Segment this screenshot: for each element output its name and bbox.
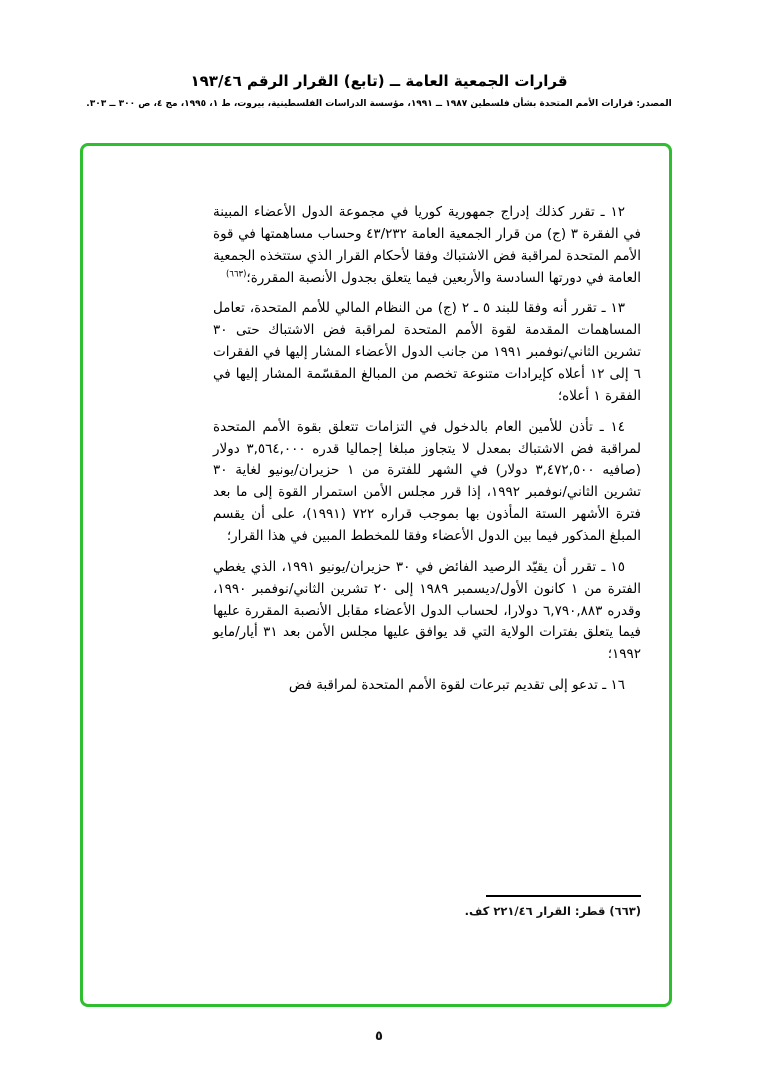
content-frame (80, 143, 672, 1007)
footnote-ref-663: (٦٦٣) (226, 269, 247, 280)
page-header (0, 72, 758, 109)
resolution-text (213, 202, 641, 706)
page-title: قرارات الجمعية العامة ــ (تابع) القرار الرقم ١٩٣/٤٦ (190, 72, 568, 90)
resolution-paragraph-14: ١٤ ـ تأذن للأمين العام بالدخول في التزامات تتعلق بقوة الأمم المتحدة لمراقبة فض الاشتباك بمعدل لا يتجاوز مبلغا إجماليا قدره ٣,٥٦٤,٠٠٠ دولار (صافيه ٣,٤٧٢,٥٠٠ دولار) في الشهر للفترة من ١ حزيران/يونيو لغاية ٣٠ تشرين الثاني/نوفمبر ١٩٩٢، إذا قرر مجلس الأمن استمرار القوة إلى ما بعد فترة الأشهر الستة المأذون بها بموجب قراره ٧٢٢ (١٩٩١)، على أن يقسم المبلغ المذكور فيما بين الدول الأعضاء وفقا للمخطط المبين في هذا القرار؛ (213, 418, 642, 545)
footnote-area (213, 895, 641, 918)
paragraph-text: ١٢ ـ تقرر كذلك إدراج جمهورية كوريا في مجموعة الدول الأعضاء المبينة في الفقرة ٣ (ج) من قرار الجمعية العامة ٤٣/٢٣٢ وحساب مساهمتها في قوة الأمم المتحدة لمراقبة فض الاشتباك وفقا لأحكام القرار الذي ستتخذه الجمعية العامة في دورتها السادسة والأربعين فيما يتعلق بجدول الأنصبة المقررة؛ (213, 204, 641, 286)
resolution-paragraph-13: ١٣ ـ تقرر أنه وفقا للبند ٥ ـ ٢ (ج) من النظام المالي للأمم المتحدة، تعامل المساهمات المقدمة لقوة الأمم المتحدة لمراقبة فض الاشتباك حتى ٣٠ تشرين الثاني/نوفمبر ١٩٩١ من جانب الدول الأعضاء المشار إليها في الفقرات ٦ إلى ١٢ أعلاه كإيرادات متنوعة تخصم من المبالغ المقسّمة المشار إليها في الفقرة ١ أعلاه؛ (213, 300, 642, 404)
footnote: (٦٦٣) قطر: القرار ٢٢١/٤٦ كف. (464, 904, 641, 918)
source-line: المصدر: قرارات الأمم المتحدة بشأن فلسطين ١٩٨٧ ــ ١٩٩١، مؤسسة الدراسات الفلسطينية، بيروت، ط ١، ١٩٩٥، مج ٤، ص ٣٠٠ ــ ٣٠٣. (86, 99, 672, 109)
resolution-paragraph-16: ١٦ ـ تدعو إلى تقديم تبرعات لقوة الأمم المتحدة لمراقبة فض (288, 677, 625, 694)
page-number: ٥ (375, 1029, 383, 1044)
resolution-paragraph-12 (213, 202, 641, 289)
resolution-paragraph-15: ١٥ ـ تقرر أن يقيّد الرصيد الفائض في ٣٠ حزيران/يونيو ١٩٩١، الذي يغطي الفترة من ١ كانون الأول/ديسمبر ١٩٨٩ إلى ٢٠ تشرين الثاني/نوفمبر ١٩٩٠، وقدره ٦,٧٩٠,٨٨٣ دولارا، لحساب الدول الأعضاء مقابل الأنصبة المقررة عليها فيما يتعلق بفترات الولاية التي قد يوافق عليها مجلس الأمن بعد ٣١ أيار/مايو ١٩٩٢؛ (213, 558, 642, 663)
footnote-divider (486, 895, 641, 897)
